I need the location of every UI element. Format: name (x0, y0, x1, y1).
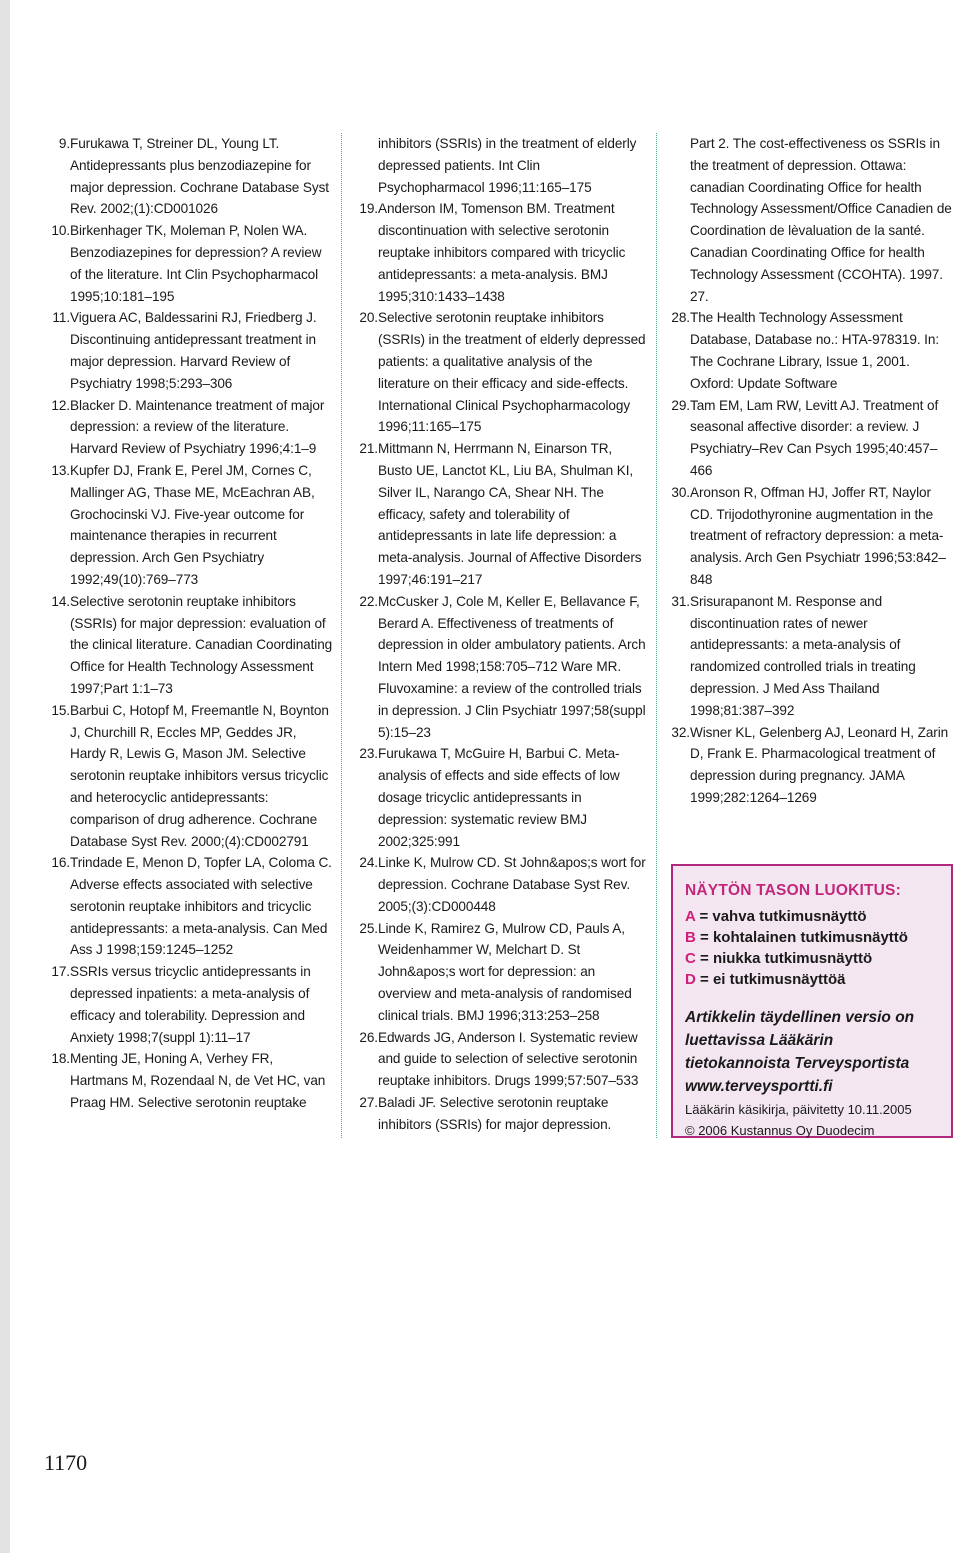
evidence-level-box (671, 864, 953, 1138)
reference-number: 16. (51, 855, 70, 871)
reference-text: Barbui C, Hotopf M, Freemantle N, Boynton J, Churchill R, Eccles MP, Geddes JR, Hardy R, Lewis G, Mason JM. Selective serotonin reuptake inhibitors versus tricyclic and heterocyclic antidepressants: comparison of drug adherence. Cochrane Database Syst Rev. 2000;(4):CD002791 (70, 702, 329, 849)
reference-text: Kupfer DJ, Frank E, Perel JM, Cornes C, Mallinger AG, Thase ME, McEachran AB, Grochocinski VJ. Five-year outcome for maintenance therapies in recurrent depression. Arch Gen Psychiatry 1992;49(10):769–773 (70, 462, 315, 587)
reference-number: 19. (359, 201, 378, 217)
reference-text: Trindade E, Menon D, Topfer LA, Coloma C. Adverse effects associated with selective serotonin reuptake inhibitors and tricyclic antidepressants: a meta-analysis. Can Med Ass J 1998;159:1245–1252 (70, 855, 332, 958)
copyright-note: © 2006 Kustannus Oy Duodecim (685, 1123, 875, 1138)
grade-text: = kohtalainen tutkimusnäyttö (695, 929, 908, 946)
reference-text: Srisurapanont M. Response and discontinuation rates of newer antidepressants: a meta-analysis of randomized controlled trials in treating depression. J Med Ass Thailand 1998;81:387–392 (690, 593, 916, 718)
reference-number: 20. (359, 310, 378, 326)
reference-item (44, 1048, 334, 1113)
reference-item (352, 852, 648, 917)
grade-letter: B (685, 929, 696, 946)
grade-d (685, 969, 939, 990)
left-margin-rule (0, 0, 10, 1553)
reference-item (44, 220, 334, 307)
reference-number: 31. (671, 593, 690, 609)
grade-letter: C (685, 950, 696, 967)
page-number: 1170 (44, 1450, 88, 1475)
reference-text: Linde K, Ramirez G, Mulrow CD, Pauls A, Weidenhammer W, Melchart D. St John&apos;s wort for depression: an overview and meta-analysis of randomised clinical trials. BMJ 1996;313:253–258 (378, 920, 632, 1023)
reference-item (352, 307, 648, 438)
reference-number: 14. (51, 593, 70, 609)
reference-text: Linke K, Mulrow CD. St John&apos;s wort for depression. Cochrane Database Syst Rev. 2005;(3):CD000448 (378, 855, 646, 914)
reference-text: Aronson R, Offman HJ, Joffer RT, Naylor CD. Trijodothyronine augmentation in the treatment of refractory depression: a meta-analysis. Arch Gen Psychiatr 1996;53:842–848 (690, 484, 946, 587)
reference-number: 13. (51, 462, 70, 478)
grade-text: = vahva tutkimusnäyttö (695, 908, 867, 925)
reference-number: 26. (359, 1029, 378, 1045)
reference-text: Menting JE, Honing A, Verhey FR, Hartmans M, Rozendaal N, de Vet HC, van Praag HM. Selective serotonin reuptake (70, 1051, 326, 1111)
reference-text: Furukawa T, Streiner DL, Young LT. Antidepressants plus benzodiazepine for major depression. Cochrane Database Syst Rev. 2002;(1):CD001026 (70, 136, 329, 217)
reference-text: Selective serotonin reuptake inhibitors (SSRIs) in the treatment of elderly depressed patients: a qualitative analysis of the literature on their efficacy and side-effects. International Clinical Psychopharmacology 1996;11:165–175 (378, 310, 646, 435)
reference-item (44, 460, 334, 591)
column-divider (341, 133, 342, 1138)
reference-item (44, 395, 334, 460)
reference-number: 17. (51, 964, 70, 980)
grade-letter: A (685, 908, 696, 925)
reference-item (352, 1027, 648, 1092)
reference-item (664, 722, 952, 809)
reference-number: 32. (671, 724, 690, 740)
reference-text: McCusker J, Cole M, Keller E, Bellavance F, Berard A. Effectiveness of treatments of depression in older ambulatory patients. Arch Intern Med 1998;158:705–712 Ware MR. Fluvoxamine: a review of the controlled trials in depression. J Clin Psychiatr 1997;58(suppl 5):15–23 (378, 593, 646, 740)
reference-number: 27. (359, 1095, 378, 1111)
reference-item (352, 1092, 648, 1136)
reference-column-1 (44, 133, 334, 1114)
reference-text: Mittmann N, Herrmann N, Einarson TR, Busto UE, Lanctot KL, Liu BA, Shulman KI, Silver IL, Narango CA, Shear NH. The efficacy, safety and tolerability of antidepressants in late life depression: a meta-analysis. Journal of Affective Disorders 1997;46:191–217 (378, 441, 642, 587)
reference-item (664, 307, 952, 394)
grade-text: = niukka tutkimusnäyttö (695, 950, 873, 967)
reference-column-2 (352, 133, 648, 1136)
reference-text: Baladi JF. Selective serotonin reuptake inhibitors (SSRIs) for major depression. (378, 1095, 612, 1132)
reference-item (44, 961, 334, 1048)
reference-item (44, 307, 334, 394)
reference-text: Viguera AC, Baldessarini RJ, Friedberg J. Discontinuing antidepressant treatment in major depression. Harvard Review of Psychiatry 1998;5:293–306 (70, 310, 317, 391)
reference-number: 9. (58, 136, 70, 151)
grade-letter: D (685, 971, 696, 988)
reference-text: SSRIs versus tricyclic antidepressants in depressed inpatients: a meta-analysis of efficacy and tolerability. Depression and Anxiety 1998;7(suppl 1):11–17 (70, 964, 311, 1045)
grade-a (685, 906, 939, 927)
reference-item (44, 700, 334, 853)
reference-item (352, 198, 648, 307)
reference-item (352, 918, 648, 1027)
reference-item (664, 395, 952, 482)
reference-text: Furukawa T, McGuire H, Barbui C. Meta-analysis of effects and side effects of low dosage tricyclic antidepressants in depression: systematic review BMJ 2002;325:991 (378, 746, 620, 849)
reference-text: Anderson IM, Tomenson BM. Treatment discontinuation with selective serotonin reuptake inhibitors compared with tricyclic antidepressants: a meta-analysis. BMJ 1995;310:1433–1438 (378, 201, 626, 304)
reference-text: Tam EM, Lam RW, Levitt AJ. Treatment of seasonal affective disorder: a review. J Psychiatry–Rev Can Psych 1995;40:457–466 (690, 397, 939, 478)
column-divider (656, 133, 657, 1138)
reference-number: 15. (51, 702, 70, 718)
reference-number: 30. (671, 484, 690, 500)
reference-continuation: Part 2. The cost-effectiveness os SSRIs in the treatment of depression. Ottawa: canadian Coordinating Office for health Technology Assessment/Office Canadien de Coordination de lèvaluation de la santé. Canadian Coordinating Office for health Technology Assessment (CCOHTA). 1997. 27. (690, 136, 952, 304)
evidence-level-title: NÄYTÖN TASON LUOKITUS: (685, 882, 901, 899)
reference-number: 21. (359, 441, 378, 457)
reference-column-3 (664, 133, 952, 809)
reference-item (352, 743, 648, 852)
reference-text: Edwards JG, Anderson I. Systematic review and guide to selection of selective serotonin reuptake inhibitors. Drugs 1999;57:507–533 (378, 1029, 639, 1089)
reference-item (44, 133, 334, 220)
full-version-note: Artikkelin täydellinen versio on luettavissa Lääkärin tietokannoista Terveysportista www.terveysportti.fi (685, 1009, 915, 1095)
reference-number: 22. (359, 593, 378, 609)
reference-number: 24. (359, 855, 378, 871)
reference-item (352, 438, 648, 591)
reference-number: 12. (51, 397, 70, 413)
reference-number: 29. (671, 397, 690, 413)
reference-number: 18. (51, 1051, 70, 1067)
reference-item (664, 482, 952, 591)
grade-c (685, 948, 939, 969)
reference-text: Blacker D. Maintenance treatment of major depression: a review of the literature. Harvard Review of Psychiatry 1996;4:1–9 (70, 397, 325, 457)
reference-item (44, 591, 334, 700)
grade-text: = ei tutkimusnäyttöä (695, 971, 846, 988)
grade-b (685, 927, 939, 948)
reference-text: Wisner KL, Gelenberg AJ, Leonard H, Zarin D, Frank E. Pharmacological treatment of depression during pregnancy. JAMA 1999;282:1264–1269 (690, 724, 949, 805)
reference-item (44, 852, 334, 961)
reference-text: Birkenhager TK, Moleman P, Nolen WA. Benzodiazepines for depression? A review of the literature. Int Clin Psychopharmacol 1995;10:181–195 (70, 223, 322, 304)
reference-item (664, 591, 952, 722)
reference-number: 25. (359, 920, 378, 936)
reference-number: 10. (51, 223, 70, 239)
reference-text: Selective serotonin reuptake inhibitors (SSRIs) for major depression: evaluation of the clinical literature. Canadian Coordinating Office for Health Technology Assessment 1997;Part 1:1–73 (70, 593, 333, 696)
reference-number: 28. (671, 310, 690, 326)
reference-text: The Health Technology Assessment Database, Database no.: HTA-978319. In: The Cochrane Library, Issue 1, 2001. Oxford: Update Software (690, 310, 939, 391)
updated-note: Lääkärin käsikirja, päivitetty 10.11.2005 (685, 1102, 912, 1117)
reference-number: 11. (52, 310, 70, 326)
reference-continuation: inhibitors (SSRIs) in the treatment of elderly depressed patients. Int Clin Psychopharmacol 1996;11:165–175 (378, 136, 637, 195)
reference-number: 23. (359, 746, 378, 762)
reference-item (352, 591, 648, 744)
